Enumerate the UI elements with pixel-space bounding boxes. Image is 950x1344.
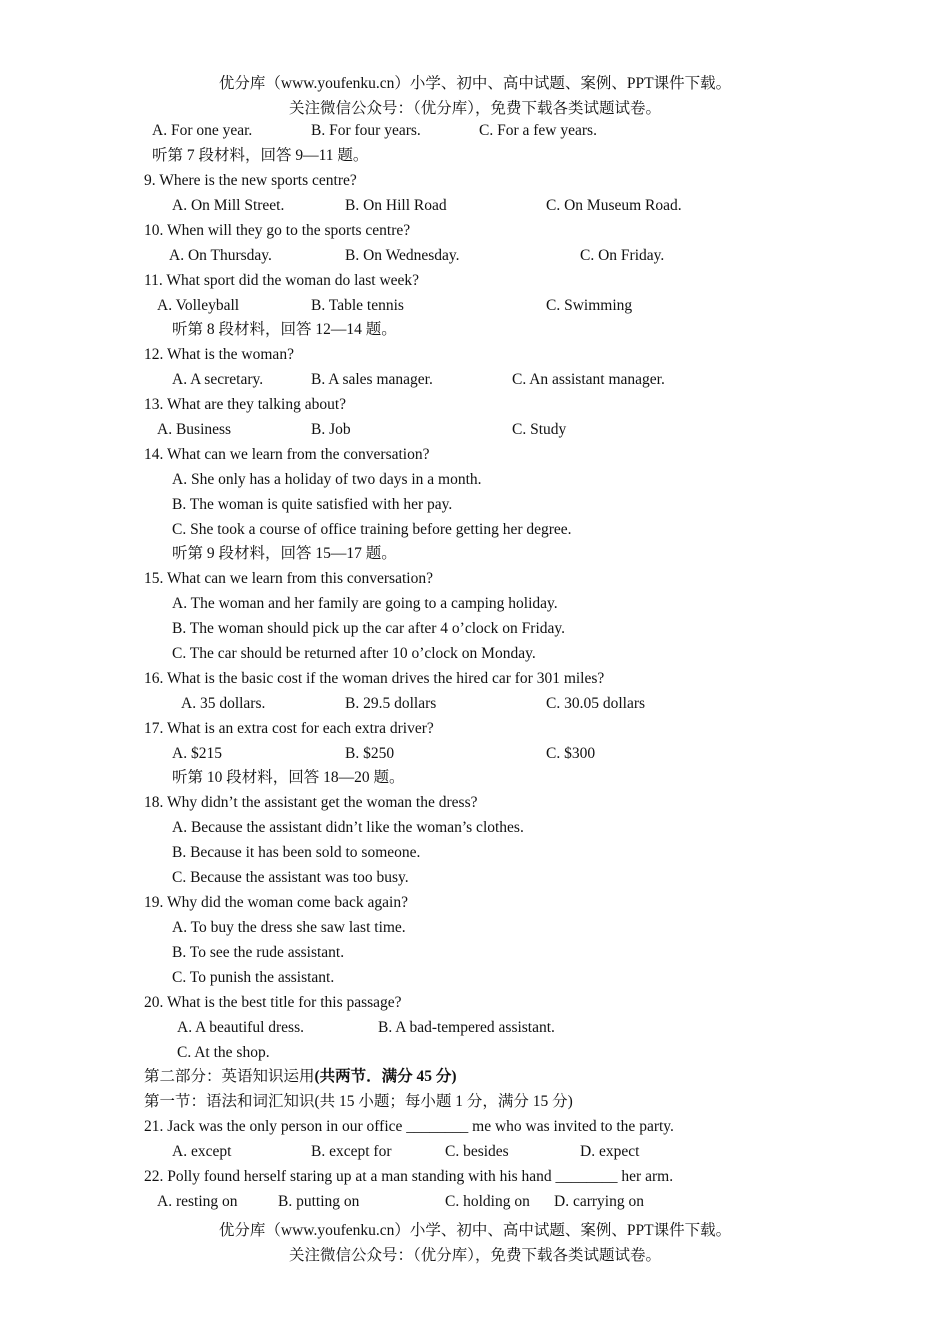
- option-a: A. To buy the dress she saw last time.: [172, 919, 406, 936]
- section-1-heading: 第一节：语法和词汇知识(共 15 小题；每小题 1 分，满分 15 分): [144, 1093, 573, 1110]
- option-d: D. expect: [580, 1143, 640, 1160]
- section-7-heading: 听第 7 段材料，回答 9—11 题。: [152, 147, 369, 164]
- option-b: B. A sales manager.: [311, 371, 433, 388]
- option-b: B. To see the rude assistant.: [172, 944, 345, 961]
- option-b: B. A bad-tempered assistant.: [378, 1019, 555, 1036]
- option-c: C. To punish the assistant.: [172, 969, 335, 986]
- option-c: C. Study: [512, 421, 567, 438]
- footer-line-1: 优分库（www.youfenku.cn）小学、初中、高中试题、案例、PPT课件下载。: [218, 1222, 732, 1239]
- option-a: A. A secretary.: [172, 371, 264, 388]
- question-stem: 11. What sport did the woman do last week?: [144, 272, 420, 289]
- option-b: B. On Hill Road: [345, 197, 447, 214]
- option-b: B. The woman is quite satisfied with her pay.: [172, 496, 453, 513]
- footer-line-2: 关注微信公众号：（优分库），免费下载各类试题试卷。: [288, 1247, 661, 1264]
- option-8c: C. For a few years.: [479, 122, 597, 139]
- option-c: C. At the shop.: [177, 1044, 270, 1061]
- question-stem: 18. Why didn’t the assistant get the woman the dress?: [144, 794, 478, 811]
- option-b: B. Job: [311, 421, 351, 438]
- question-stem: 22. Polly found herself staring up at a man standing with his hand ________ her arm.: [144, 1168, 674, 1185]
- question-stem: 16. What is the basic cost if the woman drives the hired car for 301 miles?: [144, 670, 605, 687]
- question-stem: 14. What can we learn from the conversation?: [144, 446, 430, 463]
- option-8a: A. For one year.: [152, 122, 253, 139]
- option-a: A. except: [172, 1143, 232, 1160]
- option-a: A. She only has a holiday of two days in a month.: [172, 471, 482, 488]
- option-a: A. On Mill Street.: [172, 197, 285, 214]
- option-c: C. besides: [445, 1143, 509, 1160]
- question-stem: 19. Why did the woman come back again?: [144, 894, 408, 911]
- option-c: C. holding on: [445, 1193, 530, 1210]
- option-a: A. The woman and her family are going to a camping holiday.: [172, 595, 558, 612]
- option-c: C. On Friday.: [580, 247, 665, 264]
- question-stem: 10. When will they go to the sports centre?: [144, 222, 411, 239]
- option-8b: B. For four years.: [311, 122, 421, 139]
- option-a: A. Because the assistant didn’t like the woman’s clothes.: [172, 819, 524, 836]
- option-a: A. Volleyball: [157, 297, 240, 314]
- option-b: B. The woman should pick up the car after 4 o’clock on Friday.: [172, 620, 565, 637]
- option-a: A. Business: [157, 421, 232, 438]
- option-a: A. resting on: [157, 1193, 238, 1210]
- option-c: C. An assistant manager.: [512, 371, 665, 388]
- section-8-heading: 听第 8 段材料，回答 12—14 题。: [172, 321, 397, 338]
- option-b: B. $250: [345, 745, 395, 762]
- option-b: B. Because it has been sold to someone.: [172, 844, 421, 861]
- question-stem: 20. What is the best title for this passage?: [144, 994, 402, 1011]
- part-2-score: (共两节．满分 45 分): [314, 1068, 457, 1085]
- header-line-2: 关注微信公众号：（优分库），免费下载各类试题试卷。: [288, 100, 661, 117]
- question-stem: 9. Where is the new sports centre?: [144, 172, 357, 189]
- question-stem: 13. What are they talking about?: [144, 396, 347, 413]
- option-a: A. On Thursday.: [169, 247, 272, 264]
- option-b: B. putting on: [278, 1193, 360, 1210]
- question-stem: 17. What is an extra cost for each extra driver?: [144, 720, 434, 737]
- option-b: B. 29.5 dollars: [345, 695, 437, 712]
- option-b: B. On Wednesday.: [345, 247, 460, 264]
- part-2-title: 第二部分：英语知识运用: [144, 1068, 315, 1085]
- question-stem: 15. What can we learn from this conversation?: [144, 570, 433, 587]
- option-a: A. 35 dollars.: [181, 695, 266, 712]
- option-c: C. Swimming: [546, 297, 633, 314]
- option-c: C. She took a course of office training before getting her degree.: [172, 521, 572, 538]
- option-b: B. Table tennis: [311, 297, 404, 314]
- section-9-heading: 听第 9 段材料，回答 15—17 题。: [172, 545, 397, 562]
- section-10-heading: 听第 10 段材料，回答 18—20 题。: [172, 769, 405, 786]
- header-line-1: 优分库（www.youfenku.cn）小学、初中、高中试题、案例、PPT课件下载。: [218, 75, 732, 92]
- option-d: D. carrying on: [554, 1193, 644, 1210]
- option-c: C. On Museum Road.: [546, 197, 682, 214]
- question-stem: 12. What is the woman?: [144, 346, 294, 363]
- option-c: C. $300: [546, 745, 596, 762]
- option-a: A. A beautiful dress.: [177, 1019, 304, 1036]
- option-b: B. except for: [311, 1143, 392, 1160]
- option-c: C. 30.05 dollars: [546, 695, 646, 712]
- option-a: A. $215: [172, 745, 222, 762]
- option-c: C. The car should be returned after 10 o’clock on Monday.: [172, 645, 536, 662]
- question-stem: 21. Jack was the only person in our office ________ me who was invited to the party.: [144, 1118, 674, 1135]
- option-c: C. Because the assistant was too busy.: [172, 869, 409, 886]
- part-2-heading: [144, 1067, 457, 1087]
